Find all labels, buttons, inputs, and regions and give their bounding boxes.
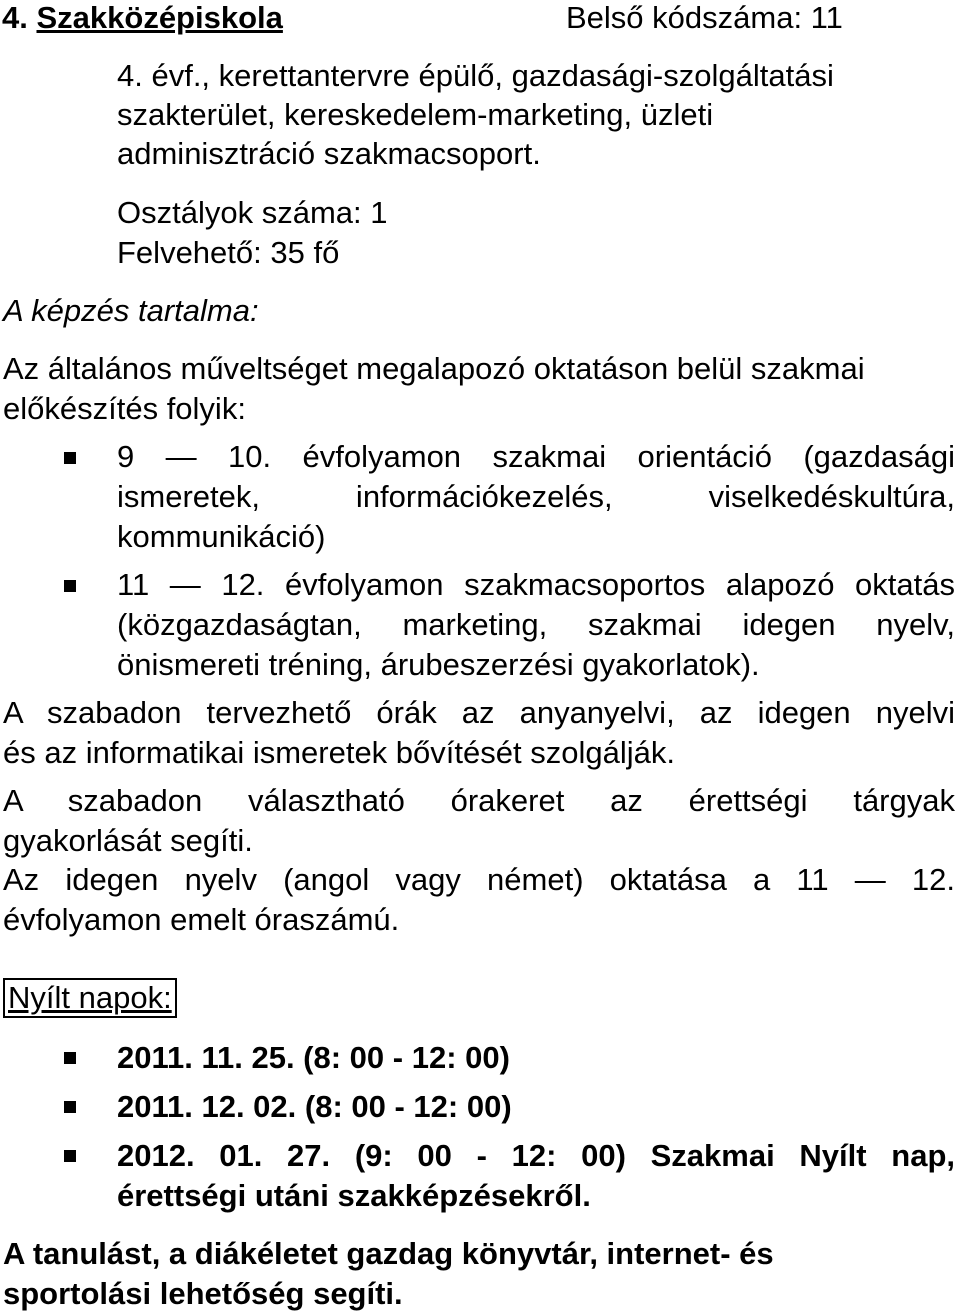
open-days-heading: Nyílt napok: [3,978,177,1018]
paragraph-3-line-2: évfolyamon emelt óraszámú. [3,902,400,937]
grade-11-12-line-3: önismereti tréning, árubeszerzési gyakorlatok). [117,647,760,682]
grade-9-10-line-1: 9 — 10. évfolyamon szakmai orientáció (gazdasági [117,439,955,474]
description-line-3: adminisztráció szakmacsoport. [117,136,541,171]
school-number: 4. [2,0,28,35]
internal-code: Belső kódszáma: 11 [566,0,843,35]
description-line-2: szakterület, kereskedelem-marketing, üzleti [117,97,714,132]
paragraph-2-line-2: gyakorlását segíti. [3,823,253,858]
open-day-1: 2011. 11. 25. (8: 00 - 12: 00) [117,1040,510,1075]
paragraph-2-line-1: A szabadon választható órakeret az érettségi tárgyak [3,783,955,818]
bullet-square-icon [64,1052,76,1064]
bullet-square-icon [64,452,76,464]
open-day-3-line-2: érettségi utáni szakképzésekről. [117,1178,591,1213]
class-count: Osztályok száma: 1 [117,195,388,230]
open-day-2: 2011. 12. 02. (8: 00 - 12: 00) [117,1089,512,1124]
bullet-square-icon [64,580,76,592]
intro-line-2: előkészítés folyik: [3,391,246,426]
grade-11-12-line-1: 11 — 12. évfolyamon szakmacsoportos alapozó oktatás [117,567,955,602]
capacity: Felvehető: 35 fő [117,235,340,270]
open-days-heading-box [3,978,177,1018]
grade-11-12-line-2: (közgazdaságtan, marketing, szakmai idegen nyelv, [117,607,955,642]
paragraph-1-line-1: A szabadon tervezhető órák az anyanyelvi, az idegen nyelvi [3,695,955,730]
grade-9-10-line-3: kommunikáció) [117,519,326,554]
open-day-3-line-1: 2012. 01. 27. (9: 00 - 12: 00) Szakmai Nyílt nap, [117,1138,955,1173]
grade-9-10-line-2: ismeretek, információkezelés, viselkedéskultúra, [117,479,955,514]
content-heading: A képzés tartalma: [3,293,259,328]
school-name: Szakközépiskola [36,0,283,35]
paragraph-3-line-1: Az idegen nyelv (angol vagy német) oktatása a 11 — 12. [3,862,955,897]
intro-line-1: Az általános műveltséget megalapozó oktatáson belül szakmai [3,351,865,386]
description-line-1: 4. évf., kerettantervre épülő, gazdasági-szolgáltatási [117,58,834,93]
footer-line-2: sportolási lehetőség segíti. [3,1276,403,1311]
footer-line-1: A tanulást, a diákéletet gazdag könyvtár, internet- és [3,1236,774,1271]
paragraph-1-line-2: és az informatikai ismeretek bővítését szolgálják. [3,735,675,770]
bullet-square-icon [64,1101,76,1113]
bullet-square-icon [64,1150,76,1162]
